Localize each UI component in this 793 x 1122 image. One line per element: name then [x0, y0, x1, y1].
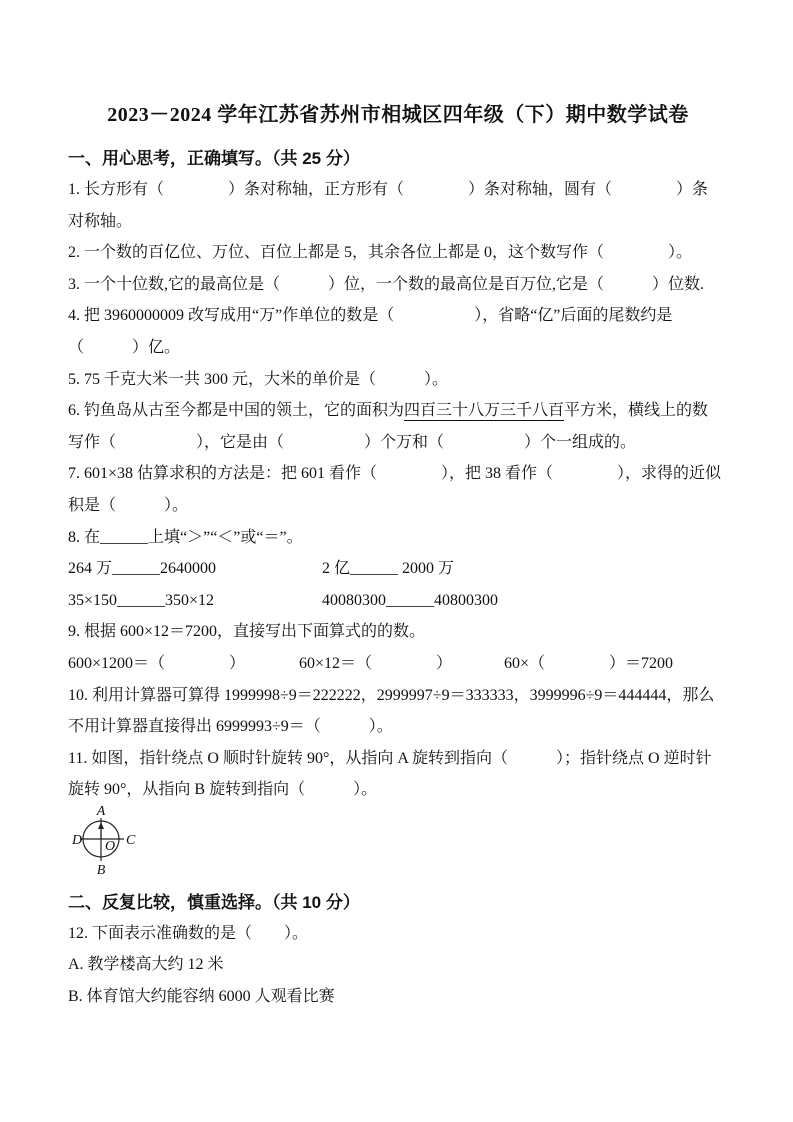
question-1-line1: 1. 长方形有（ ）条对称轴，正方形有（ ）条对称轴，圆有（ ）条 — [68, 181, 709, 198]
question-6-line2: 写作（ ），它是由（ ）个万和（ ）个一组成的。 — [68, 433, 637, 451]
compare-item-1: 264 万______2640000 — [68, 560, 217, 578]
question-7-line1: 7. 601×38 估算求积的方法是：把 601 看作（ ），把 38 看作（ ），求得的近似 — [68, 465, 722, 483]
question-5: 5. 75 千克大米一共 300 元，大米的单价是（ ）。 — [68, 370, 449, 388]
question-6-pre: 6. 钓鱼岛从古至今都是中国的领土，它的面积为 — [68, 402, 405, 420]
question-6-line1 — [68, 395, 728, 427]
page-title: 2023－2024 学年江苏省苏州市相城区四年级（下）期中数学试卷 — [107, 104, 689, 126]
compare-item-2: 2 亿______ 2000 万 — [322, 560, 455, 578]
question-9: 9. 根据 600×12＝7200，直接写出下面算式的的数。 — [68, 623, 426, 641]
equation-3: 60×（ ）＝7200 — [504, 654, 674, 672]
compare-item-3: 35×150______350×12 — [68, 591, 215, 609]
section2-heading: 二、反复比较，慎重选择。（共 10 分） — [68, 892, 360, 912]
question-4-line1: 4. 把 3960000009 改写成用“万”作单位的数是（ ），省略“亿”后面的尾数约是 — [68, 307, 673, 325]
question-6-underlined-number: 四百三十八万三千八百 — [404, 402, 565, 420]
compare-item-4: 40080300______40800300 — [322, 591, 498, 609]
compare-row-2 — [68, 585, 728, 617]
question-11-line1: 11. 如图，指针绕点 O 顺时针旋转 90°，从指向 A 旋转到指向（ ）；指针绕点 O 逆时针 — [68, 749, 712, 767]
question-11-line2: 旋转 90°，从指向 B 旋转到指向（ ）。 — [68, 781, 378, 799]
question-1-line2: 对称轴。 — [68, 212, 133, 230]
question-2: 2. 一个数的百亿位、万位、百位上都是 5，其余各位上都是 0，这个数写作（ ）。 — [68, 244, 693, 262]
question-7-line2: 积是（ ）。 — [68, 496, 189, 514]
question-9-equations — [68, 648, 728, 680]
question-3: 3. 一个十位数,它的最高位是（ ）位，一个数的最高位是百万位,它是（ ）位数. — [68, 275, 705, 293]
question-12-option-b: B. 体育馆大约能容纳 6000 人观看比赛 — [68, 988, 335, 1006]
section1-heading: 一、用心思考，正确填写。（共 25 分） — [68, 149, 360, 168]
compass-circle-diagram — [68, 802, 218, 878]
question-6-post: 平方米，横线上的数 — [564, 402, 709, 420]
pointer-arrow-head — [98, 822, 104, 829]
question-10-line2: 不用计算器直接得出 6999993÷9＝（ ）。 — [68, 718, 393, 736]
rotation-figure — [68, 802, 728, 880]
figure-label-b: B — [96, 862, 106, 878]
compare-row-1 — [68, 553, 728, 585]
question-12: 12. 下面表示准确数的是（ ）。 — [68, 924, 309, 942]
equation-2: 60×12＝（ ） — [299, 654, 453, 672]
figure-label-o: O — [105, 838, 116, 854]
figure-label-d: D — [71, 832, 83, 848]
question-10-line1: 10. 利用计算器可算得 1999998÷9＝222222，2999997÷9＝333333，3999996÷9＝444444，那么 — [68, 686, 715, 704]
equation-1: 600×1200＝（ ） — [68, 654, 246, 672]
paper-content — [68, 0, 728, 1013]
question-4-line2: （ ）亿。 — [68, 338, 181, 356]
question-12-option-a: A. 教学楼高大约 12 米 — [68, 956, 224, 974]
figure-label-a: A — [96, 803, 106, 819]
figure-label-c: C — [126, 832, 136, 848]
question-8: 8. 在______上填“＞”“＜”或“＝”。 — [68, 528, 303, 546]
